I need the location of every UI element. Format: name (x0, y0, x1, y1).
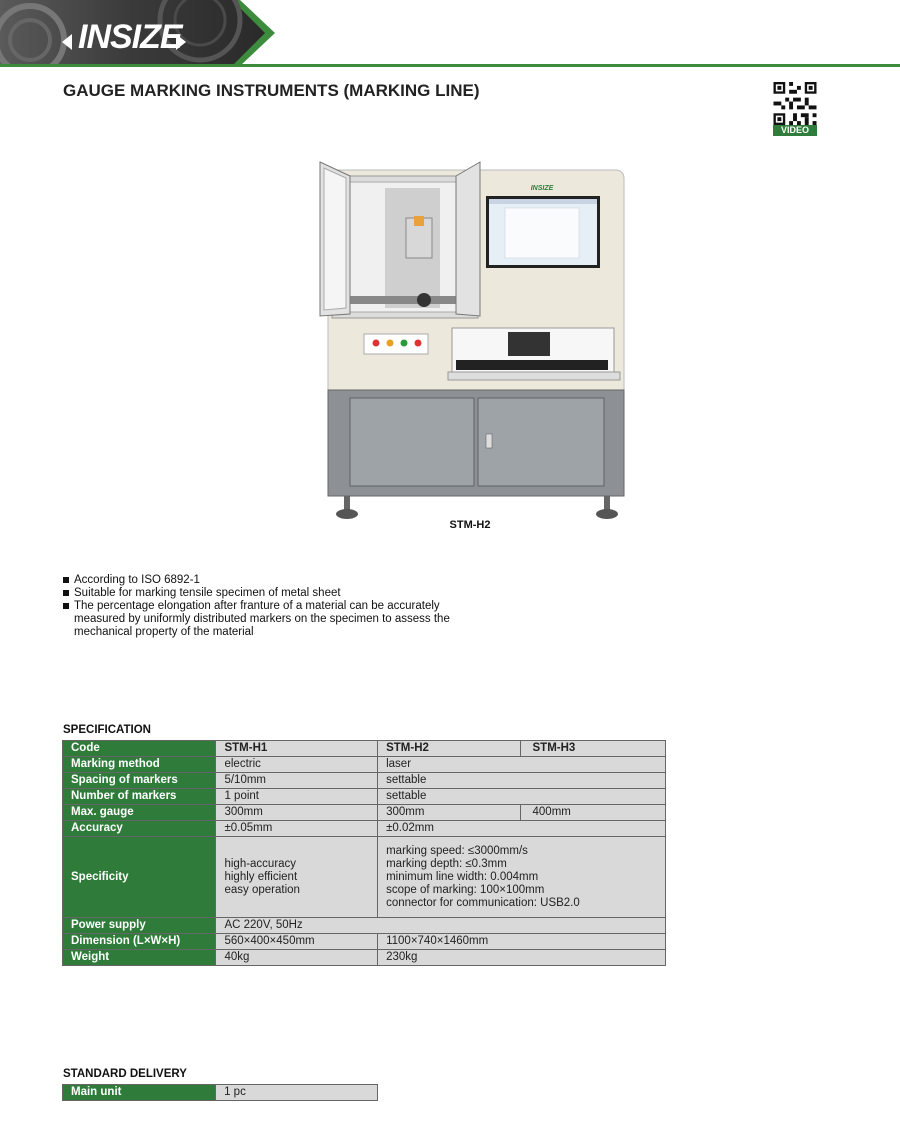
value-cell: 5/10mm (216, 773, 378, 789)
specification-title: SPECIFICATION (63, 724, 151, 736)
table-row (63, 837, 666, 918)
value-cell: 230kg (378, 950, 666, 966)
value-cell (216, 837, 378, 918)
device-logo: INSIZE (530, 185, 554, 192)
qr-video-label: VIDEO (773, 125, 817, 136)
value-cell: 1100×740×1460mm (378, 934, 666, 950)
value-cell: 40kg (216, 950, 378, 966)
row-label: Code (63, 741, 216, 757)
brand-logo: INSIZE (78, 18, 182, 56)
specificity-line: marking depth: ≤0.3mm (386, 857, 507, 870)
row-label: Marking method (63, 757, 216, 773)
qr-pattern-icon (773, 82, 817, 125)
table-row (63, 773, 666, 789)
value-cell: AC 220V, 50Hz (216, 918, 666, 934)
page-title: GAUGE MARKING INSTRUMENTS (MARKING LINE) (63, 81, 480, 100)
row-label: Max. gauge (63, 805, 216, 821)
value-cell: 300mm (216, 805, 378, 821)
value-cell: laser (378, 757, 666, 773)
specificity-line: minimum line width: 0.004mm (386, 870, 539, 883)
table-row (63, 789, 666, 805)
header-rule (0, 64, 900, 67)
specification-table (62, 740, 666, 966)
value-cell: electric (216, 757, 378, 773)
table-row (63, 918, 666, 934)
specificity-line: connector for communication: USB2.0 (386, 896, 580, 909)
value-cell: 1 point (216, 789, 378, 805)
table-row (63, 1085, 378, 1101)
feature-item: According to ISO 6892-1 (63, 574, 483, 587)
value-cell: settable (378, 789, 666, 805)
qr-code[interactable] (773, 82, 817, 136)
feature-item: Suitable for marking tensile specimen of metal sheet (63, 587, 483, 600)
specificity-line: high-accuracy (224, 857, 297, 870)
row-label: Spacing of markers (63, 773, 216, 789)
specificity-line: highly efficient (224, 870, 298, 883)
page-header (0, 0, 900, 68)
table-row (63, 934, 666, 950)
table-row (63, 741, 666, 757)
code-cell: STM-H2 (378, 741, 520, 757)
specificity-line: scope of marking: 100×100mm (386, 883, 545, 896)
value-cell: 560×400×450mm (216, 934, 378, 950)
product-caption: STM-H2 (449, 519, 491, 531)
row-label: Number of markers (63, 789, 216, 805)
table-row (63, 950, 666, 966)
row-label: Accuracy (63, 821, 216, 837)
delivery-table (62, 1084, 378, 1101)
value-cell: ±0.05mm (216, 821, 378, 837)
table-row (63, 757, 666, 773)
code-cell: STM-H3 (520, 741, 665, 757)
value-cell: ±0.02mm (378, 821, 666, 837)
table-row (63, 805, 666, 821)
value-cell: 300mm (378, 805, 520, 821)
value-cell: settable (378, 773, 666, 789)
product-image (310, 158, 630, 523)
row-label: Main unit (63, 1085, 216, 1101)
table-row (63, 821, 666, 837)
row-label: Power supply (63, 918, 216, 934)
code-cell: STM-H1 (216, 741, 378, 757)
delivery-title: STANDARD DELIVERY (63, 1068, 187, 1080)
value-cell: 400mm (520, 805, 665, 821)
value-cell: 1 pc (216, 1085, 378, 1101)
feature-item: The percentage elongation after franture of a material can be accurately measured by uniformly distributed markers on the specimen to assess the mechanical property of the material (63, 600, 483, 639)
specificity-line: easy operation (224, 883, 300, 896)
feature-list (63, 574, 483, 639)
value-cell (378, 837, 666, 918)
row-label: Weight (63, 950, 216, 966)
row-label: Specificity (63, 837, 216, 918)
row-label: Dimension (L×W×H) (63, 934, 216, 950)
specificity-line: marking speed: ≤3000mm/s (386, 844, 528, 857)
